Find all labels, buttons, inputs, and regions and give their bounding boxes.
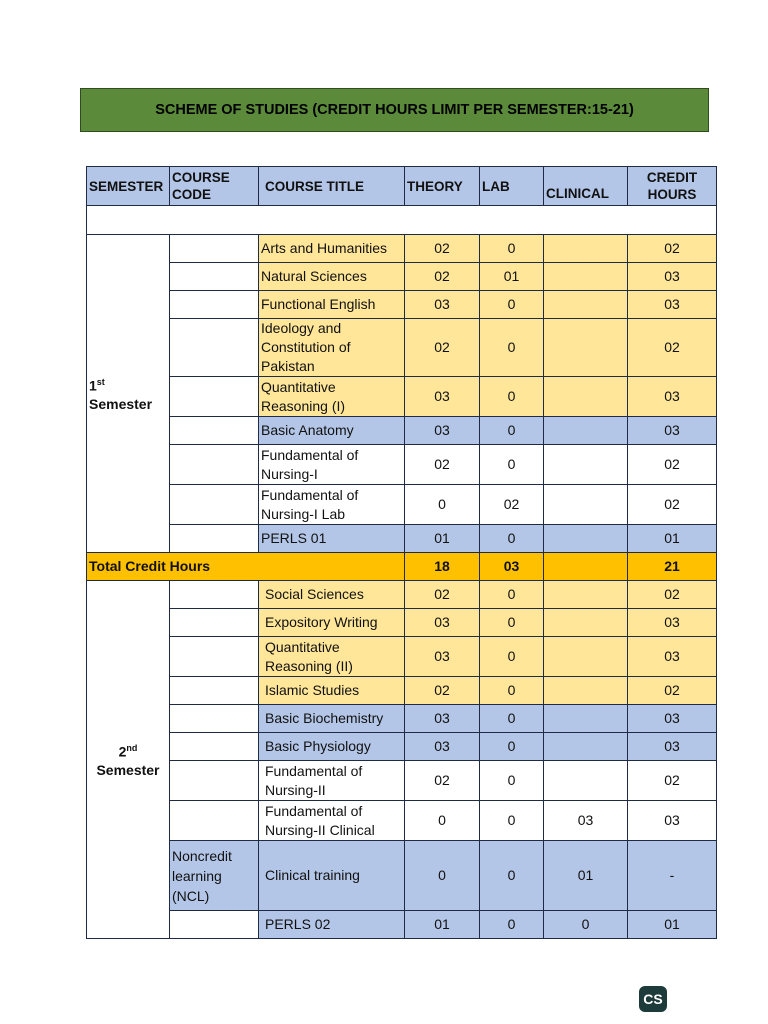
table-row <box>87 377 717 417</box>
lab-cell: 0 <box>480 733 544 761</box>
credit-hours-cell: 02 <box>628 485 717 525</box>
total-label: Total Credit Hours <box>87 553 405 581</box>
semester-2-number: 2 <box>118 743 127 760</box>
course-title-cell: Fundamental of Nursing-I <box>259 445 405 485</box>
theory-cell: 02 <box>405 235 480 263</box>
clinical-cell <box>544 291 628 319</box>
theory-cell: 02 <box>405 761 480 801</box>
table-row <box>87 705 717 733</box>
camscanner-logo: CS <box>639 986 667 1012</box>
course-title-cell: Quantitative Reasoning (I) <box>259 377 405 417</box>
course-code-cell <box>170 911 259 939</box>
theory-cell: 03 <box>405 705 480 733</box>
clinical-cell <box>544 485 628 525</box>
lab-cell: 0 <box>480 581 544 609</box>
table-row <box>87 417 717 445</box>
lab-cell: 0 <box>480 677 544 705</box>
course-code-cell <box>170 761 259 801</box>
credit-hours-cell: 03 <box>628 417 717 445</box>
table-row <box>87 637 717 677</box>
lab-cell: 0 <box>480 235 544 263</box>
total-lab: 03 <box>480 553 544 581</box>
clinical-cell <box>544 417 628 445</box>
semester-2 <box>87 581 170 939</box>
table-row <box>87 841 717 911</box>
total-credit-hours: 21 <box>628 553 717 581</box>
semester-1-number: 1 <box>89 377 97 394</box>
course-code-cell <box>170 733 259 761</box>
course-code-cell <box>170 263 259 291</box>
total-clinical <box>544 553 628 581</box>
semester-2-ordinal: nd <box>126 742 138 753</box>
header-course-title: COURSE TITLE <box>259 167 405 206</box>
course-title-cell: Arts and Humanities <box>259 235 405 263</box>
semester-1-word: Semester <box>89 396 153 413</box>
course-code-cell <box>170 637 259 677</box>
scheme-title: SCHEME OF STUDIES (CREDIT HOURS LIMIT PER SEMESTER:15-21) <box>80 88 709 132</box>
clinical-cell: 01 <box>544 841 628 911</box>
credit-hours-cell: 02 <box>628 677 717 705</box>
table-row <box>87 609 717 637</box>
lab-cell: 0 <box>480 319 544 377</box>
credit-hours-cell: 02 <box>628 581 717 609</box>
clinical-cell <box>544 609 628 637</box>
credit-hours-cell: 02 <box>628 761 717 801</box>
course-title-cell: PERLS 01 <box>259 525 405 553</box>
table-row <box>87 581 717 609</box>
lab-cell: 0 <box>480 801 544 841</box>
course-code-cell <box>170 705 259 733</box>
credit-hours-cell: - <box>628 841 717 911</box>
course-code-cell <box>170 609 259 637</box>
lab-cell: 0 <box>480 911 544 939</box>
table-row <box>87 677 717 705</box>
course-code-cell <box>170 525 259 553</box>
course-code-cell <box>170 377 259 417</box>
credit-hours-cell: 03 <box>628 705 717 733</box>
theory-cell: 01 <box>405 525 480 553</box>
semester-1-label <box>89 373 167 415</box>
header-lab: LAB <box>480 167 544 206</box>
semester-1-ordinal: st <box>96 376 105 387</box>
clinical-cell <box>544 733 628 761</box>
theory-cell: 02 <box>405 263 480 291</box>
table-row <box>87 291 717 319</box>
course-code-cell <box>170 581 259 609</box>
clinical-cell: 03 <box>544 801 628 841</box>
course-title-cell: Expository Writing <box>259 609 405 637</box>
lab-cell: 0 <box>480 417 544 445</box>
course-title-cell: PERLS 02 <box>259 911 405 939</box>
theory-cell: 0 <box>405 801 480 841</box>
lab-cell: 0 <box>480 609 544 637</box>
clinical-cell <box>544 761 628 801</box>
table-row <box>87 319 717 377</box>
clinical-cell: 0 <box>544 911 628 939</box>
theory-cell: 02 <box>405 319 480 377</box>
course-title-cell: Fundamental of Nursing-II Clinical <box>259 801 405 841</box>
credit-hours-cell: 03 <box>628 637 717 677</box>
clinical-cell <box>544 377 628 417</box>
theory-cell: 0 <box>405 485 480 525</box>
course-title-cell: Social Sciences <box>259 581 405 609</box>
course-code-cell: Noncredit learning (NCL) <box>170 841 259 911</box>
table-row <box>87 485 717 525</box>
course-title-cell: Ideology and Constitution of Pakistan <box>259 319 405 377</box>
course-title-cell: Basic Biochemistry <box>259 705 405 733</box>
semester-2-label <box>89 739 167 781</box>
scheme-table <box>86 166 717 939</box>
credit-hours-cell: 03 <box>628 263 717 291</box>
semester-2-word: Semester <box>96 762 160 779</box>
table-row <box>87 911 717 939</box>
theory-cell: 02 <box>405 581 480 609</box>
theory-cell: 01 <box>405 911 480 939</box>
credit-hours-cell: 03 <box>628 609 717 637</box>
clinical-cell <box>544 445 628 485</box>
course-title-cell: Basic Anatomy <box>259 417 405 445</box>
header-theory: THEORY <box>405 167 480 206</box>
credit-hours-cell: 03 <box>628 801 717 841</box>
clinical-cell <box>544 235 628 263</box>
theory-cell: 02 <box>405 677 480 705</box>
course-code-cell <box>170 801 259 841</box>
clinical-cell <box>544 319 628 377</box>
course-title-cell: Clinical training <box>259 841 405 911</box>
course-code-cell <box>170 417 259 445</box>
clinical-cell <box>544 263 628 291</box>
blank-row <box>87 206 717 235</box>
lab-cell: 0 <box>480 445 544 485</box>
lab-cell: 01 <box>480 263 544 291</box>
lab-cell: 0 <box>480 377 544 417</box>
course-title-cell: Basic Physiology <box>259 733 405 761</box>
theory-cell: 0 <box>405 841 480 911</box>
table-row <box>87 761 717 801</box>
clinical-cell <box>544 705 628 733</box>
table-row <box>87 801 717 841</box>
credit-hours-cell: 01 <box>628 525 717 553</box>
header-semester: SEMESTER <box>87 167 170 206</box>
header-course-code: COURSE CODE <box>170 167 259 206</box>
header-credit-hours: CREDIT HOURS <box>628 167 717 206</box>
theory-cell: 03 <box>405 377 480 417</box>
table-header-row <box>87 167 717 206</box>
lab-cell: 0 <box>480 705 544 733</box>
credit-hours-cell: 02 <box>628 235 717 263</box>
course-title-cell: Functional English <box>259 291 405 319</box>
course-code-cell <box>170 291 259 319</box>
course-code-cell <box>170 485 259 525</box>
table-row <box>87 733 717 761</box>
credit-hours-cell: 03 <box>628 291 717 319</box>
table-row <box>87 445 717 485</box>
lab-cell: 0 <box>480 525 544 553</box>
lab-cell: 0 <box>480 841 544 911</box>
semester-1 <box>87 235 170 553</box>
clinical-cell <box>544 637 628 677</box>
theory-cell: 03 <box>405 637 480 677</box>
table-row <box>87 263 717 291</box>
course-title-cell: Natural Sciences <box>259 263 405 291</box>
course-code-cell <box>170 319 259 377</box>
total-credit-hours-row <box>87 553 717 581</box>
credit-hours-cell: 02 <box>628 319 717 377</box>
course-code-cell <box>170 235 259 263</box>
course-title-cell: Islamic Studies <box>259 677 405 705</box>
course-code-cell <box>170 445 259 485</box>
clinical-cell <box>544 581 628 609</box>
lab-cell: 0 <box>480 761 544 801</box>
clinical-cell <box>544 525 628 553</box>
theory-cell: 03 <box>405 417 480 445</box>
course-title-cell: Fundamental of Nursing-II <box>259 761 405 801</box>
table-row <box>87 525 717 553</box>
theory-cell: 03 <box>405 609 480 637</box>
credit-hours-cell: 02 <box>628 445 717 485</box>
course-title-cell: Quantitative Reasoning (II) <box>259 637 405 677</box>
course-code-cell <box>170 677 259 705</box>
credit-hours-cell: 01 <box>628 911 717 939</box>
theory-cell: 03 <box>405 733 480 761</box>
theory-cell: 02 <box>405 445 480 485</box>
credit-hours-cell: 03 <box>628 733 717 761</box>
total-theory: 18 <box>405 553 480 581</box>
credit-hours-cell: 03 <box>628 377 717 417</box>
theory-cell: 03 <box>405 291 480 319</box>
header-clinical: CLINICAL <box>544 167 628 206</box>
lab-cell: 0 <box>480 637 544 677</box>
table-row <box>87 235 717 263</box>
lab-cell: 02 <box>480 485 544 525</box>
course-title-cell: Fundamental of Nursing-I Lab <box>259 485 405 525</box>
lab-cell: 0 <box>480 291 544 319</box>
clinical-cell <box>544 677 628 705</box>
